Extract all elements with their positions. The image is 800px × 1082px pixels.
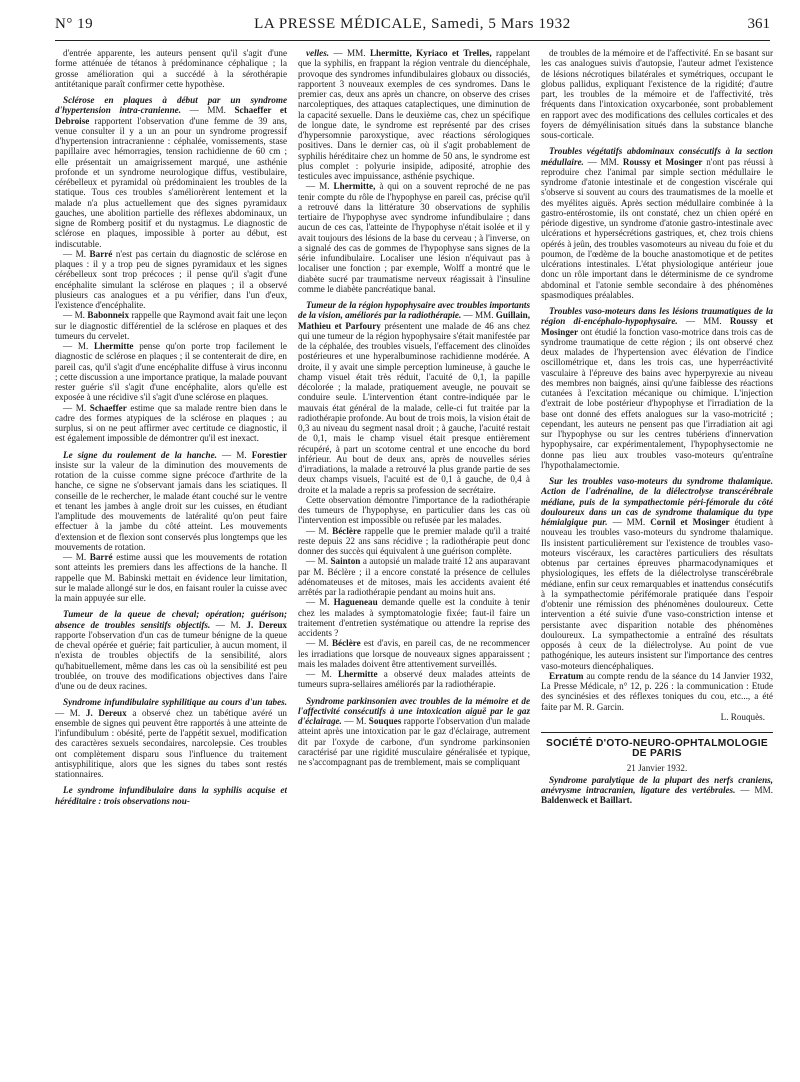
author-names: Béclère xyxy=(331,638,361,649)
paragraph-text: a observé deux malades atteints de tumeurs supra-sellaires améliorés par la radiothérapie. xyxy=(298,669,530,690)
paragraph-text: de troubles de la mémoire et de l'affectivité. En se basant sur les cas analogues suivis d'autopsie, l'auteur admet l'existence de lésions nécrotiques bilatérales et symétriques, occupant le globus pallidus, expliquant l'existence de la rigidité; d'autre part, les troubles de la mémoire et de l'affectivité, très fréquents dans l'intoxication oxycarbonée, sont probablement en rapport avec des modifications des cellules corticales et des foyers de démyélinisation situés dans la substance blanche sous-corticale. xyxy=(541,48,773,140)
paragraph-heading: Sur les troubles vaso-moteurs du syndrome thalamique. Action de l'adrénaline, de la diélectrolyse transcérébrale médiane, puis de la sympathectomie péri-fémorale du côté douloureux dans un cas de syndrome thalamique du type hémialgique pur. xyxy=(541,476,773,527)
paragraph-text: rapporte l'observation d'un cas de tumeur bénigne de la queue de cheval opérée et guérie; fait particulier, à aucun moment, il n'exista de troubles objectifs de la sensibilité, alors qu'habituellement, même dans les cas où la sensibilité est peu troublée, on trouve des modifications objectives dans l'aire d'une ou de deux racines. xyxy=(55,629,287,691)
paragraph-text: à qui on a souvent reproché de ne pas tenir compte du rôle de l'hypophyse en pareil cas, précise qu'il a retrouvé dans la littérature 30 observations de syphilis tertiaire de l'hypophyse avec syndrome infundibulaire ; dans aucun de ces cas, l'atteinte de l'hypophyse n'était isolée et il y avait toujours des lésions de la base du cerveau ; à l'inverse, on a signalé des cas de gommes de l'hypophyse sans signes de la série infundibulaire. Localiser une lésion n'équivaut pas à localiser une fonction ; par exemple, Wolff a montré que le diabète sucré par traumatisme nerveux réagissait à l'insuline comme le diabète pancréatique banal. xyxy=(298,181,530,294)
paragraph-separator: — M. xyxy=(55,707,86,718)
paragraph-separator: — M. xyxy=(306,181,334,192)
author-names: Schaeffer xyxy=(89,402,127,413)
column-right xyxy=(541,48,773,1078)
paragraph-text: rappelle que le premier malade qu'il a traité reste depuis 22 ans sans récidive ; la radiothérapie peut donc donner des succès qui équivalent à une guérison complète. xyxy=(298,525,530,556)
article-paragraph xyxy=(298,48,530,181)
column-left xyxy=(55,48,287,1078)
page-number: 361 xyxy=(747,16,770,32)
paragraph-text: pense qu'on porte trop facilement le diagnostic de sclérose en plaques ; il se contenterait de dire, en pareil cas, qu'il s'agit d'une encéphalite diffuse à virus inconnu ; cette discussion a une importance pratique, la malade pouvant rester guérie s'il s'agit d'une encéphalite, alors qu'elle est exposée à une récidive s'il s'agit d'une sclérose en plaques. xyxy=(55,341,287,403)
paragraph-text: rappelant que la syphilis, en frappant la région ventrale du diencéphale, provoque des syndromes infundibulaires globaux ou dissociés, rapportent 3 nouveaux exemples de ces syndromes. Dans le premier cas, deux ans après un chancre, on observe des crises narcoleptiques, des attaques cataplectiques, une diminution de la capacité sexuelle. Dans le deuxième cas, chez un spécifique de longue date, le syndrome est représenté par des crises d'hypersomnie paroxystique, avec réactions sérologiques positives. Dans le dernier cas, où il s'agit probablement de syphilis héréditaire chez un homme de 50 ans, le syndrome est plus complet : polyurie insipide, adiposité, atrophie des testicules avec impuissance, asthénie psychique. xyxy=(298,48,530,181)
author-names: Hagueneau xyxy=(333,597,378,608)
article-paragraph xyxy=(55,341,287,403)
paragraph-separator: — M. xyxy=(306,638,332,649)
author-names: Barré xyxy=(89,248,113,259)
article-paragraph xyxy=(541,146,773,300)
journal-title: LA PRESSE MÉDICALE, Samedi, 5 Mars 1932 xyxy=(254,16,571,32)
paragraph-separator: — MM. xyxy=(461,310,496,321)
author-names: Guillain, Mathieu et Parfoury xyxy=(298,310,530,331)
author-names: J. Dereux xyxy=(85,707,127,718)
article-paragraph xyxy=(298,300,530,495)
paragraph-heading: Troubles vaso-moteurs dans les lésions traumatiques de la région di-encéphalo-hypophysaire. xyxy=(541,306,773,327)
author-names: Béclère xyxy=(332,525,361,536)
author-names: Erratum xyxy=(549,670,584,681)
author-names: Sainton xyxy=(330,556,361,567)
paragraph-separator: — M. xyxy=(63,341,94,351)
article-paragraph xyxy=(298,638,530,669)
author-names: Souques xyxy=(368,716,402,726)
paragraph-text: a observé chez un tabétique avéré un ensemble de signes qui peuvent être rapportés à une atteinte de l'infundibulum : obésité, perte de l'appétit sexuel, modification des caractères sexuels secondaires, narcolepsie. Ces troubles ont complètement disparu sous l'influence du traitement antisyphilitique, alors que les signes du tabes sont restés stationnaires. xyxy=(55,707,287,779)
issue-number: N° 19 xyxy=(55,16,94,32)
author-names: Lhermitte, xyxy=(333,181,376,192)
paragraph-text: ont étudié la fonction vaso-motrice dans trois cas de syndrome traumatique de cette région ; ils ont observé chez deux malades de l'hypertension avec élévation de l'indice oscillométrique et, dans les trois cas, une hyperréactivité vasculaire à l'épreuve des bains avec hyperpyrexie au niveau des membres non baignés, ainsi qu'une faiblesse des réactions cutanées à l'excitation mécanique ou chimique. L'injection d'extrait de lobe postérieur d'hypophyse et l'irradiation de la base ont donné des effets analogues sur la vaso-motricité ; cependant, les auteurs ne pensent pas que l'irradiation ait agi sur l'hypophyse ou sur les centres tubériens d'innervation hypophysaire, car expérimentalement, l'hypophysectomie ne donne pas lieu aux troubles vaso-moteurs qu'entraîne l'hypothalamectomie. xyxy=(541,326,773,470)
paragraph-text: est d'avis, en pareil cas, de ne recommencer les irradiations que lorsque de nouveaux signes apparaissent ; mais les malades doivent être attentivement surveillés. xyxy=(298,638,530,669)
paragraph-heading: Troubles végétatifs abdominaux consécutifs à la section médullaire. xyxy=(541,146,773,167)
article-paragraph xyxy=(55,609,287,691)
paragraph-separator: — MM. xyxy=(677,316,730,327)
paragraph-separator: — M. xyxy=(306,556,331,567)
author-names: Roussy et Mosinger xyxy=(622,156,703,167)
paragraph-heading: Tumeur de la queue de cheval; opération; guérison; absence de troubles sensitifs objectifs. xyxy=(55,609,287,630)
author-names: Lhermitte xyxy=(338,669,378,679)
paragraph-separator: — M. xyxy=(306,525,333,536)
header-rule xyxy=(55,40,770,41)
paragraph-separator: — M. xyxy=(63,248,90,259)
article-paragraph xyxy=(55,552,287,603)
paragraph-separator: — M. xyxy=(210,619,247,630)
paragraph-separator: — M. xyxy=(63,402,90,413)
paragraph-text: n'ont pas réussi à reproduire chez l'animal par simple section médullaire le syndrome d'atonie intestinale et de congestion viscérale qui s'observe si souvent au cours des traumatismes de la moelle et des myélites aiguës. Après section médullaire combinée à la gastro-entérostomie, ils ont constaté, chez un chien opéré en période digestive, un syndrome d'atonie gastro-intestinale avec ulcérations et hypersécrétions gastriques, et, chez trois chiens opérés à jeûn, des troubles vasomoteurs au niveau du foie et du poumon, de l'œdème de la bouche anastomotique et de petites ulcérations intestinales. L'état physiologique antérieur joue donc un rôle important dans le déterminisme de ce syndrome abdominal et l'atonie semble secondaire à des phénomènes spasmodiques préalables. xyxy=(541,156,773,300)
paragraph-heading: Tumeur de la région hypophysaire avec troubles importants de la vision, améliorés par la radiothérapie. xyxy=(298,300,530,321)
paragraph-heading: Sclérose en plaques à début par un syndrome d'hypertension intra-cranienne. xyxy=(55,95,287,116)
author-names: Cornil et Mosinger xyxy=(650,517,730,527)
author-names: Lhermitte, Kyriaco et Trelles, xyxy=(369,48,492,58)
article-paragraph xyxy=(298,495,530,526)
article-paragraph xyxy=(55,403,287,444)
author-names: Baldenweck et Baillart. xyxy=(541,795,632,806)
paragraph-separator: — M. xyxy=(306,597,334,608)
paragraph-separator: — M. xyxy=(216,449,252,460)
society-paragraph xyxy=(541,775,773,806)
paragraph-text: estime aussi que les mouvements de rotation sont atteints les premiers dans les affections de la hanche. Il rappelle que M. Babinski mettait en évidence leur limitation, sur le malade allongé sur le dos, en faisant rouler la cuisse avec la main appuyée sur elle. xyxy=(55,552,287,603)
society-date: 21 Janvier 1932. xyxy=(626,762,688,773)
paragraph-separator: — M. xyxy=(306,669,338,679)
paragraph-text: rappelle que Raymond avait fait une leçon sur le diagnostic différentiel de la sclérose en plaques et des tumeurs du cervelet. xyxy=(55,310,287,341)
paragraph-heading: Le syndrome infundibulaire dans la syphilis acquise et héréditaire : trois observations nou- xyxy=(55,785,287,806)
article-paragraph xyxy=(55,249,287,311)
paragraph-heading: Syndrome infundibulaire syphilitique au cours d'un tabes. xyxy=(63,697,287,708)
paragraph-separator: — MM. xyxy=(583,156,623,167)
article-paragraph xyxy=(55,785,287,806)
paragraph-text: d'entrée apparente, les auteurs pensent qu'il s'agit d'une forme atténuée de tétanos à prédominance céphalique ; la grosse amélioration qui a succédé à la sérothérapie antitétanique paraît confirmer cette hypothèse. xyxy=(55,48,287,89)
paragraph-separator: — MM. xyxy=(735,785,773,795)
article-paragraph xyxy=(55,450,287,553)
paragraph-text: n'est pas certain du diagnostic de sclérose en plaques : il y a trop peu de signes pyramidaux et les signes cérébelleux sont trop précoces ; il pense qu'il s'agit d'une encéphalite simulant la sclérose en plaques ; il a observé plusieurs cas analogues et a pu vérifier, dans l'un d'eux, l'existence d'encéphalite. xyxy=(55,248,287,310)
article-paragraph xyxy=(298,696,530,768)
article-paragraph xyxy=(541,476,773,671)
article-paragraph xyxy=(55,95,287,249)
article-paragraph xyxy=(298,181,530,294)
article-paragraph xyxy=(298,556,530,597)
author-names: Babonneix xyxy=(87,310,130,321)
paragraph-text: rapportent l'observation d'une femme de 39 ans, venue consulter il y a un an pour un syndrome progressif d'hypertension intracranienne : céphalée, vomissements, stase papillaire avec hémorragies, tension rachidienne de 60 cm ; elle présentait un amaigrissement marqué, une asthénie profonde et un syndrome neurologique diffus, vestibulaire, cérébelleux et pyramidal où prédominaient les troubles de la statique. Tous ces troubles s'améliorèrent lentement et la malade n'a plus actuellement que des signes pyramidaux gauches, une abolition partielle des réflexes abdominaux, un signe de Romberg positif et du nystagmus. Le diagnostic de sclérose en plaques, impossible à porter au début, est indiscutable. xyxy=(55,115,287,249)
society-section xyxy=(541,732,773,806)
paragraph-heading: Syndrome parkinsonien avec troubles de la mémoire et de l'affectivité consécutifs à une intoxication aiguë par le gaz d'éclairage. xyxy=(298,695,530,726)
paragraph-heading: velles. xyxy=(306,48,330,58)
article-paragraph xyxy=(541,48,773,140)
author-names: Roussy et Mosinger xyxy=(541,316,773,337)
article-paragraph xyxy=(298,526,530,557)
paragraph-separator: — MM. xyxy=(607,517,651,527)
paragraph-text: estime que sa malade rentre bien dans le cadre des formes atypiques de la sclérose en plaques ; au surplus, si on ne peut affirmer avec certitude ce diagnostic, il est également impossible de démontrer qu'il est inexact. xyxy=(55,402,287,444)
author-names: Forestier xyxy=(251,449,287,460)
paragraph-text: présentent une malade de 46 ans chez qui une tumeur de la région hypophysaire s'était manifestée par de la céphalée, des troubles visuels, l'effacement des clinoïdes postérieures et une hyperalbuminose rachidienne modérée. A droite, il y avait une simple perception lumineuse, à gauche le champ visuel était très réduit, l'acuité de 0,1, la papille décolorée ; la malade, pratiquement aveugle, ne pouvait se conduire seule. L'intervention étant contre-indiquée par le mauvais état général de la malade, celle-ci fut traitée par la radiothérapie profonde. Au bout de trois mois, la vision était de 0,3 au niveau du segment nasal droit ; à gauche, l'acuité restait de 0,1, mais le champ visuel était presque entièrement récupéré, à part un scotome central et une encoche du bord inférieur. Au bout de deux ans, après de nouvelles séries d'irradiations, la malade a retrouvé la plus grande partie de ses deux champs visuels, l'acuité est de 0,1 à gauche, de 0,4 à droite et la malade a repris sa profession de secrétaire. xyxy=(298,320,530,495)
article-paragraph xyxy=(541,306,773,470)
paragraph-text: insiste sur la valeur de la diminution des mouvements de rotation de la cuisse comme signe précoce d'arthrite de la hanche, ce signe ne s'observant jamais dans les sciatiques. Il conseille de le rechercher, le malade étant couché sur le ventre et tenant les jambes à angle droit sur les cuisses, en étudiant l'amplitude des mouvements de latéralité qu'on peut faire effectuer à la jambe du côté atteint. Les mouvements d'extension et de flexion sont conservés plus longtemps que les mouvements de rotation. xyxy=(55,459,287,552)
author-names: Barré xyxy=(89,552,113,562)
author-names: Lhermitte xyxy=(93,341,134,351)
article-paragraph xyxy=(55,697,287,779)
paragraph-heading: Le signe du roulement de la hanche. xyxy=(63,449,217,460)
paragraph-text: étudient à nouveau les troubles vaso-moteurs du syndrome thalamique. Ils insistent particulièrement sur l'existence de troubles vaso-moteurs viscéraux, les caractères particuliers des résultats obtenus par certaines épreuves pharmacodynamiques et physiologiques, les effets de la diélectrolyse transcérébrale médiane, enfin sur ceux remarquables et inattendus consécutifs à la sympathectomie périfémorale pratiquée dans l'espoir d'obtenir une rémission des phénomènes douloureux. Cette intervention a été suivie d'une vaso-constriction intense et persistante avec disparition notable des phénomènes douloureux. La sympathectomie a entraîné des résultats opposés à ceux de la diélectrolyse. Au point de vue pathogénique, les auteurs insistent sur l'importance des centres vaso-moteurs diencéphaliques. xyxy=(541,517,773,671)
paragraph-text: au compte rendu de la séance du 14 Janvier 1932, La Presse Médicale, n° 12, p. 226 : la communication : Etude des syncinésies et des réflexes toniques du cou, etc..., a été faite par M. R. Garcin. xyxy=(541,670,773,712)
paragraph-text: a autopsié un malade traité 12 ans auparavant par M. Béclère ; il a encore constaté la présence de cellules adénomateuses et de mitoses, mais les accidents avaient été arrêtés par la radiothérapie pendant au moins huit ans. xyxy=(298,556,530,597)
article-paragraph xyxy=(55,310,287,341)
paragraph-separator: — MM. xyxy=(181,105,235,116)
signature: L. Rouquès. xyxy=(720,711,765,722)
article-paragraph xyxy=(55,48,287,89)
paragraph-text: Cette observation démontre l'importance de la radiothérapie des tumeurs de l'hypophyse, en particulier dans les cas où l'intervention est impossible ou refusée par les malades. xyxy=(298,494,530,526)
paragraph-separator: — M. xyxy=(341,716,369,726)
author-names: Schaeffer et Debroise xyxy=(55,105,287,126)
column-middle xyxy=(298,48,530,1078)
paragraph-text: rapporte l'observation d'un malade atteint après une intoxication par le gaz d'éclairage, autrement dit par l'oxyde de carbone, d'un syndrome parkinsonien caractérisé par une rigidité musculaire généralisée et typique, ne s'accompagnant pas de tremblement, mais se compliquant xyxy=(298,716,530,767)
page-header xyxy=(55,14,770,38)
paragraph-separator: — M. xyxy=(63,552,90,562)
society-title: SOCIÉTÉ D'OTO-NEURO-OPHTALMOLOGIE DE PARIS xyxy=(546,738,768,760)
paragraph-separator: — MM. xyxy=(329,48,370,58)
paragraph-text: demande quelle est la conduite à tenir chez les malades à symptomatologie fixée; faut-il faire un traitement d'entretien systématique ou attendre la reprise des accidents ? xyxy=(298,597,530,638)
article-paragraph xyxy=(541,671,773,712)
paragraph-heading: Syndrome paralytique de la plupart des nerfs craniens, anévrysme intracranien, ligature des vertébrales. xyxy=(541,774,773,795)
paragraph-separator: — M. xyxy=(63,310,88,321)
article-paragraph xyxy=(298,597,530,638)
article-paragraph xyxy=(298,669,530,690)
author-names: J. Dereux xyxy=(246,619,287,630)
col3-paragraphs xyxy=(541,48,773,712)
